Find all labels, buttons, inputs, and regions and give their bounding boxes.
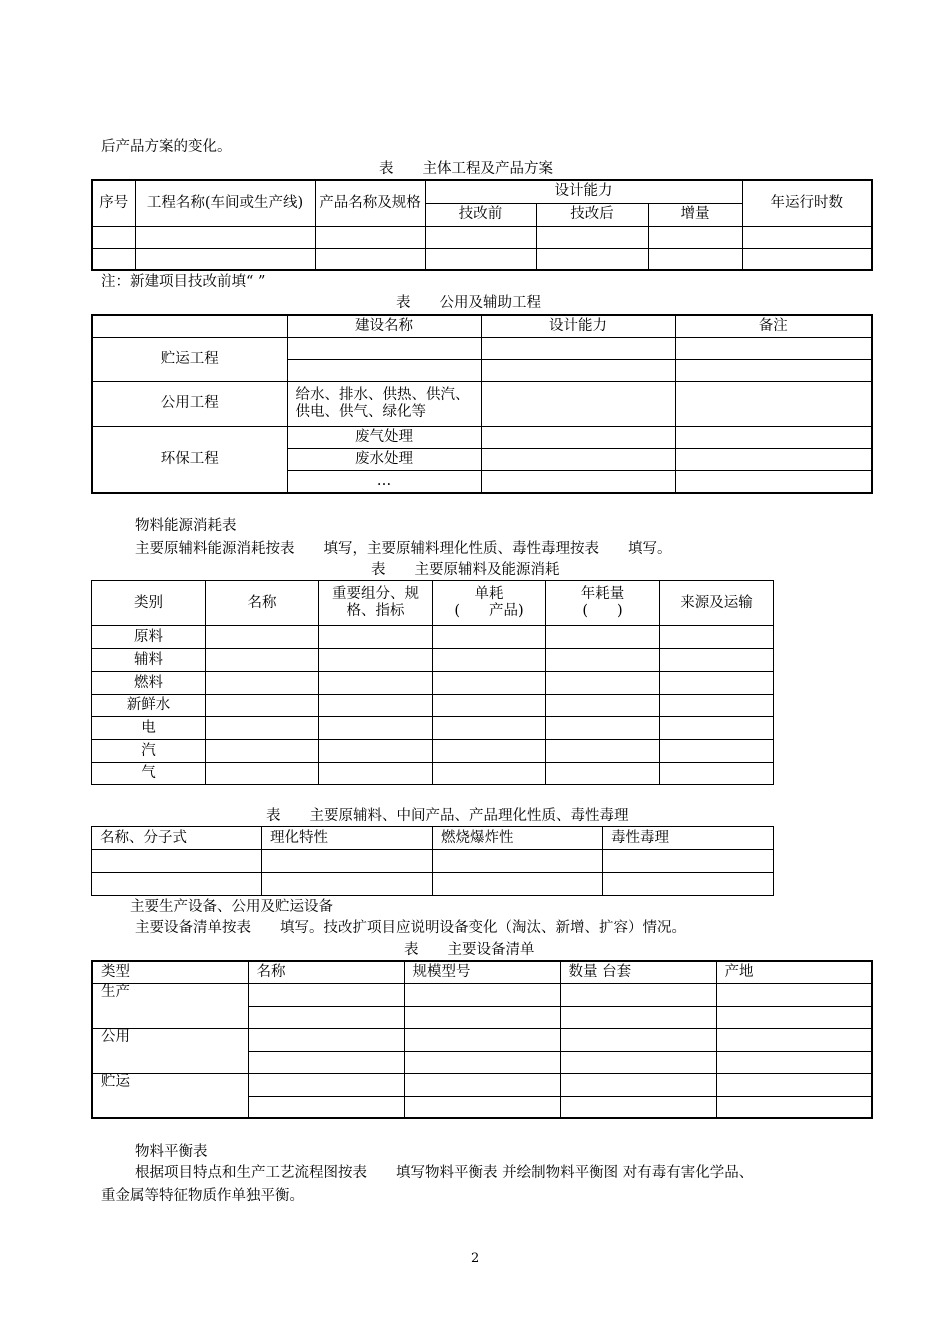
table-row: [92, 717, 774, 740]
header-origin: 产地: [716, 961, 872, 983]
header-source-transport: 来源及运输: [660, 581, 774, 626]
header-remark: 备注: [675, 315, 872, 337]
header-design-capacity: 设计能力: [425, 180, 742, 203]
header-model: 规模型号: [404, 961, 560, 983]
header-flammability: 燃烧爆炸性: [433, 827, 603, 850]
annual-consumption-label: 年耗量: [580, 586, 625, 602]
section-balance-title: 物料平衡表: [135, 1144, 208, 1160]
unit-consumption-label: 单耗: [474, 586, 504, 602]
header-quantity: 数量 台套: [560, 961, 716, 983]
header-seq: 序号: [92, 180, 135, 226]
balance-instruction-line2: 重金属等特征物质作单独平衡。: [101, 1188, 304, 1204]
row-category: 原料: [92, 626, 206, 649]
table-row: [92, 740, 774, 763]
row-category: 新鲜水: [92, 695, 206, 717]
properties-toxicity-table: [91, 826, 774, 896]
header-name-formula: 名称、分子式: [92, 827, 262, 850]
table-row: [92, 763, 774, 785]
header-toxicity: 毒性毒理: [603, 827, 774, 850]
section-equipment-title: 主要生产设备、公用及贮运设备: [130, 899, 333, 915]
table-row: [92, 649, 774, 672]
table1-caption: 表 主体工程及产品方案: [379, 161, 553, 177]
materials-instruction: 主要原辅料能源消耗按表 填写，主要原辅料理化性质、毒性毒理按表 填写。: [135, 541, 672, 557]
header-name: 名称: [206, 581, 319, 626]
table-row: [92, 626, 774, 649]
row-category: 燃料: [92, 672, 206, 695]
equipment-instruction: 主要设备清单按表 填写。技改扩项目应说明设备变化（淘汰、新增、扩容）情况。: [135, 920, 686, 936]
table3-caption: 表 主要原辅料及能源消耗: [371, 562, 560, 578]
intro-line: 后产品方案的变化。: [101, 139, 232, 155]
group-utility: 公用工程: [92, 381, 287, 426]
header-increase: 增量: [648, 203, 742, 226]
header-physical-props: 理化特性: [262, 827, 433, 850]
header-unit-consumption: [433, 581, 546, 626]
table-row: [92, 248, 872, 270]
row-category: 辅料: [92, 649, 206, 672]
page-number: 2: [471, 1251, 480, 1266]
unit-consumption-per: ( 产品): [454, 603, 524, 619]
group-environmental: 环保工程: [92, 427, 287, 493]
table-row: [92, 850, 774, 873]
main-project-table: [91, 179, 873, 271]
header-product-name: 产品名称及规格: [315, 180, 425, 226]
row-category: 气: [92, 763, 206, 785]
header-design-capacity: 设计能力: [481, 315, 675, 337]
table-row: [92, 672, 774, 695]
group-public: 公用: [92, 1028, 248, 1073]
row-category: 汽: [92, 740, 206, 763]
table2-caption: 表 公用及辅助工程: [396, 295, 541, 311]
env-waste-gas: 废气处理: [287, 427, 481, 449]
header-category: 类别: [92, 581, 206, 626]
annual-consumption-unit: ( ): [582, 603, 623, 619]
group-storage: 贮运: [92, 1073, 248, 1118]
header-project-name: 工程名称(车间或生产线): [135, 180, 315, 226]
header-before-upgrade: 技改前: [425, 203, 536, 226]
env-more: …: [287, 471, 481, 493]
table4-caption: 表 主要原辅料、中间产品、产品理化性质、毒性毒理: [266, 808, 629, 824]
utility-items: 给水、排水、供热、供汽、供电、供气、绿化等: [287, 381, 481, 426]
note-new-project: 注：新建项目技改前填“ ”: [101, 274, 266, 290]
group-production: 生产: [92, 983, 248, 1028]
header-name: 名称: [248, 961, 404, 983]
header-type: 类型: [92, 961, 248, 983]
table-row: [92, 873, 774, 896]
header-spec: 重要组分、规格、指标: [319, 581, 433, 626]
header-after-upgrade: 技改后: [536, 203, 648, 226]
header-annual-consumption: [546, 581, 660, 626]
table-row: [92, 695, 774, 717]
equipment-list-table: [91, 960, 873, 1119]
table-row: [92, 226, 872, 248]
section-materials-title: 物料能源消耗表: [135, 518, 237, 534]
group-storage-transport: 贮运工程: [92, 337, 287, 381]
row-category: 电: [92, 717, 206, 740]
public-auxiliary-table: [91, 314, 873, 494]
balance-instruction-line1: 根据项目特点和生产工艺流程图按表 填写物料平衡表 并绘制物料平衡图 对有毒有害化学品、: [135, 1165, 754, 1181]
header-annual-hours: 年运行时数: [742, 180, 872, 226]
env-waste-water: 废水处理: [287, 449, 481, 471]
table5-caption: 表 主要设备清单: [404, 942, 535, 958]
header-construction-name: 建设名称: [287, 315, 481, 337]
materials-energy-table: [91, 580, 774, 785]
